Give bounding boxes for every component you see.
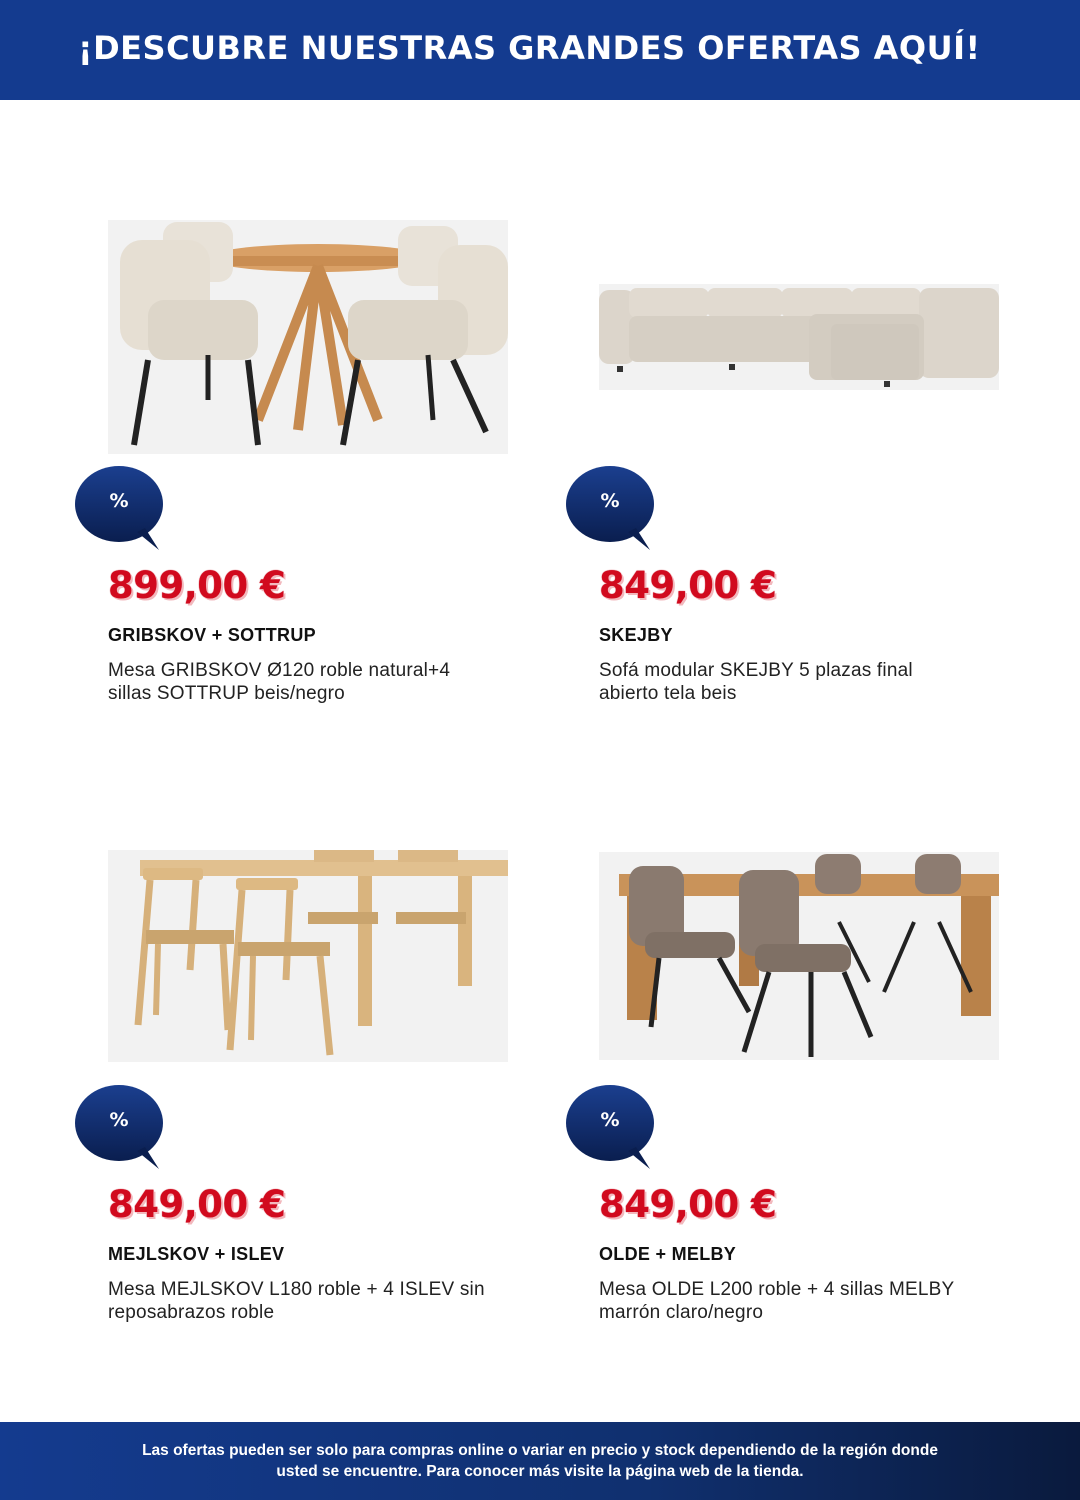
- discount-badge: [75, 1085, 163, 1169]
- product-description: [108, 1278, 508, 1324]
- product-name[interactable]: GRIBSKOV + SOTTRUP: [108, 625, 316, 645]
- disclaimer-text: [80, 1440, 1000, 1482]
- discount-badge-label: %: [600, 1109, 620, 1131]
- product-price: 899,00 €: [108, 564, 286, 607]
- product-description-line: abierto tela beis: [599, 683, 737, 704]
- discount-badge: [566, 466, 654, 550]
- product-image[interactable]: [108, 220, 508, 454]
- product-card[interactable]: [599, 284, 999, 394]
- product-image[interactable]: [599, 284, 999, 390]
- product-price: 849,00 €: [599, 1183, 777, 1226]
- product-description-line: sillas SOTTRUP beis/negro: [108, 683, 345, 704]
- product-name[interactable]: SKEJBY: [599, 625, 673, 645]
- product-description-line: Mesa MEJLSKOV L180 roble + 4 ISLEV sin: [108, 1279, 485, 1300]
- product-description-line: Mesa GRIBSKOV Ø120 roble natural+4: [108, 660, 451, 681]
- product-image[interactable]: [599, 852, 999, 1060]
- modular-sofa-icon: [599, 284, 999, 390]
- product-description-line: marrón claro/negro: [599, 1302, 764, 1323]
- discount-badge-label: %: [600, 490, 620, 512]
- oak-table-with-chairs-icon: [108, 850, 508, 1062]
- product-image[interactable]: [108, 850, 508, 1062]
- discount-badge-label: %: [109, 490, 129, 512]
- disclaimer-footer: [0, 1422, 1080, 1500]
- round-table-with-chairs-icon: [108, 220, 508, 454]
- disclaimer-line: usted se encuentre. Para conocer más visite la página web de la tienda.: [276, 1463, 804, 1480]
- product-description-line: Sofá modular SKEJBY 5 plazas final: [599, 660, 913, 681]
- product-description-line: reposabrazos roble: [108, 1302, 275, 1323]
- product-name[interactable]: MEJLSKOV + ISLEV: [108, 1244, 285, 1264]
- discount-badge: [566, 1085, 654, 1169]
- product-card[interactable]: [599, 852, 999, 1060]
- product-name[interactable]: OLDE + MELBY: [599, 1244, 737, 1264]
- discount-badge-label: %: [109, 1109, 129, 1131]
- product-price: 849,00 €: [599, 564, 777, 607]
- product-card[interactable]: [108, 850, 508, 1062]
- product-description: [108, 659, 508, 705]
- page-title: ¡DESCUBRE NUESTRAS GRANDES OFERTAS AQUÍ!: [78, 29, 981, 67]
- product-price: 849,00 €: [108, 1183, 286, 1226]
- table-with-brown-chairs-icon: [599, 852, 999, 1060]
- disclaimer-line: Las ofertas pueden ser solo para compras online o variar en precio y stock dependiendo de la región donde: [142, 1442, 938, 1459]
- discount-badge: [75, 466, 163, 550]
- product-description: [599, 659, 999, 705]
- product-description: [599, 1278, 999, 1324]
- offers-header: [0, 0, 1080, 100]
- product-description-line: Mesa OLDE L200 roble + 4 sillas MELBY: [599, 1279, 955, 1300]
